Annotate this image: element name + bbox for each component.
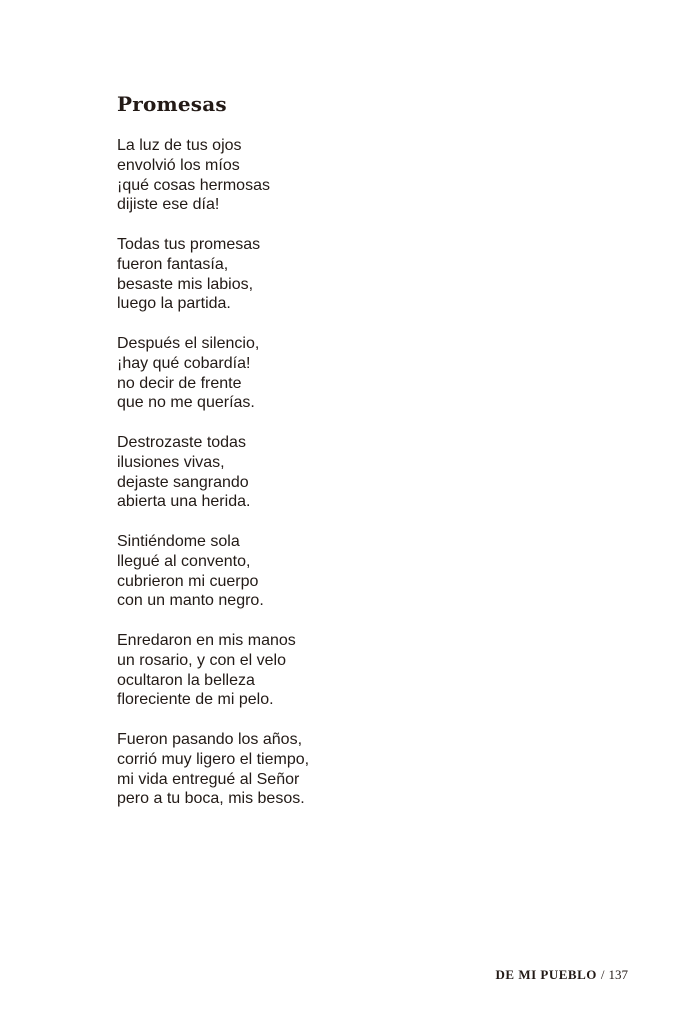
running-book-title: DE MI PUEBLO <box>495 967 597 982</box>
poem-line: pero a tu boca, mis besos. <box>117 790 305 808</box>
poem-line: luego la partida. <box>117 295 231 313</box>
stanza <box>117 136 577 215</box>
stanza <box>117 433 577 512</box>
poem-title: Promesas <box>117 92 227 116</box>
poem-line: ilusiones vivas, <box>117 453 225 471</box>
stanza <box>117 532 577 611</box>
poem-line: cubrieron mi cuerpo <box>117 572 259 590</box>
poem-line: Sintiéndome sola <box>117 532 240 550</box>
poem-line: fueron fantasía, <box>117 255 229 273</box>
page-footer <box>496 967 628 983</box>
poem-line: floreciente de mi pelo. <box>117 691 274 709</box>
poem-line: un rosario, y con el velo <box>117 651 286 669</box>
poem-line: dijiste ese día! <box>117 196 220 214</box>
poem-line: La luz de tus ojos <box>117 137 242 154</box>
stanza <box>117 334 577 413</box>
poem-line: Fueron pasando los años, <box>117 730 303 748</box>
poem-line: besaste mis labios, <box>117 275 254 293</box>
poem-line: envolvió los míos <box>117 156 240 174</box>
poem-line: dejaste sangrando <box>117 473 249 491</box>
poem-line: Después el silencio, <box>117 334 260 352</box>
poem-line: ¡qué cosas hermosas <box>117 176 270 194</box>
poem-body <box>117 136 577 829</box>
stanza <box>117 235 577 314</box>
poem-line: no decir de frente <box>117 374 242 392</box>
footer-separator: / <box>600 967 605 982</box>
poem-line: abierta una herida. <box>117 493 251 511</box>
poem-line: Destrozaste todas <box>117 433 246 451</box>
poem-line: Todas tus promesas <box>117 235 261 253</box>
poem-line: Enredaron en mis manos <box>117 631 296 649</box>
poem-line: mi vida entregué al Señor <box>117 770 300 788</box>
stanza <box>117 730 577 809</box>
poem-line: ocultaron la belleza <box>117 671 255 689</box>
page-number: 137 <box>608 967 628 982</box>
stanza <box>117 631 577 710</box>
poem-line: ¡hay qué cobardía! <box>117 354 251 372</box>
poem-line: llegué al convento, <box>117 552 251 570</box>
poem-line: que no me querías. <box>117 394 255 412</box>
poem-line: corrió muy ligero el tiempo, <box>117 750 310 768</box>
poem-line: con un manto negro. <box>117 592 264 610</box>
